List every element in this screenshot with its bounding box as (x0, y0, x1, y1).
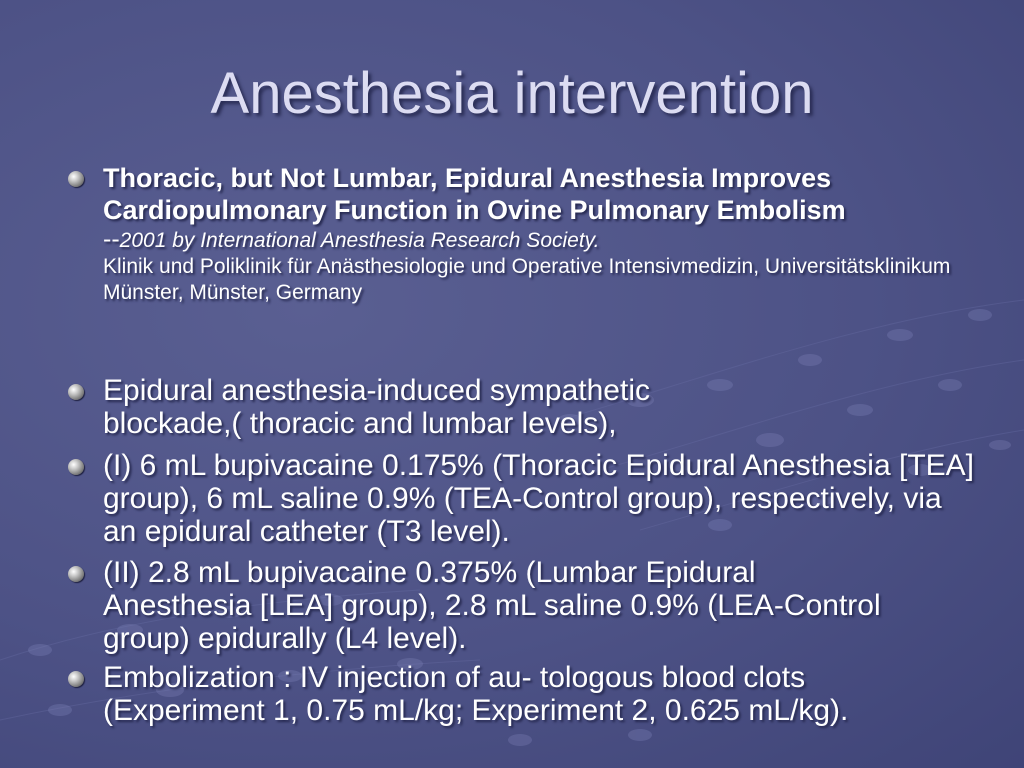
reference-dash: -- (103, 225, 120, 253)
bullet-text: Embolization : IV injection of au- tologous blood clots (Experiment 1, 0.75 mL/kg; Experiment 2, 0.625 mL/kg). (103, 661, 849, 727)
bullet-text: Epidural anesthesia-induced sympathetic blockade,( thoracic and lumbar levels), (103, 374, 650, 440)
bullet-item (103, 556, 983, 655)
bullet-icon (68, 384, 84, 400)
bullet-icon (68, 171, 84, 187)
bullet-icon (68, 566, 84, 582)
bullet-icon (68, 459, 84, 475)
reference-publisher-line (103, 226, 983, 254)
reference-block (103, 162, 983, 306)
bullet-item (103, 661, 983, 727)
bullet-icon (68, 671, 84, 687)
bullet-text: (I) 6 mL bupivacaine 0.175% (Thoracic Epidural Anesthesia [TEA] group), 6 mL saline 0.9% (TEA-Control group), respectively, via an epidural catheter (T3 level). (103, 449, 974, 548)
bullet-item (103, 449, 983, 548)
reference-affiliation: Klinik und Poliklinik für Anästhesiologie und Operative Intensivmedizin, Universitätsklinikum Münster, Münster, Germany (103, 255, 951, 304)
reference-publisher: 2001 by International Anesthesia Research Society. (119, 229, 600, 252)
reference-title: Thoracic, but Not Lumbar, Epidural Anesthesia Improves Cardiopulmonary Function in Ovine Pulmonary Embolism (103, 163, 846, 225)
bullet-item (103, 374, 983, 440)
slide-title: Anesthesia intervention (210, 61, 814, 126)
bullet-text: (II) 2.8 mL bupivacaine 0.375% (Lumbar Epidural Anesthesia [LEA] group), 2.8 mL saline 0.9% (LEA-Control group) epidurally (L4 level). (103, 556, 881, 655)
